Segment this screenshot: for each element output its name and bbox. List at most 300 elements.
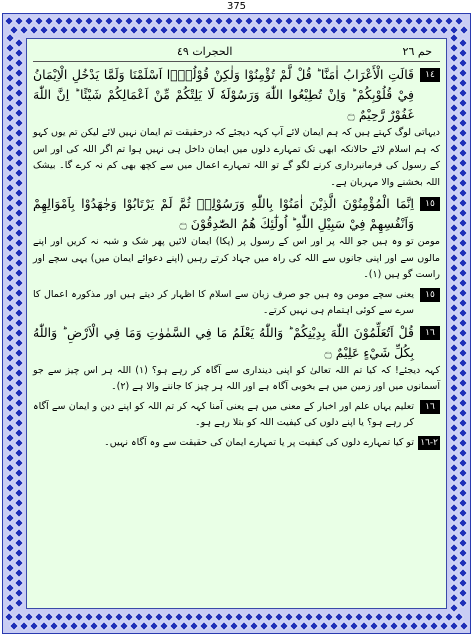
border-diamond (15, 209, 23, 217)
border-diamond (459, 169, 467, 177)
border-diamond (15, 149, 23, 157)
border-diamond (15, 489, 23, 497)
border-diamond (15, 129, 23, 137)
border-diamond (450, 174, 458, 182)
border-diamond (459, 499, 467, 507)
border-diamond (185, 613, 193, 621)
border-diamond (450, 394, 458, 402)
border-diamond (6, 424, 14, 432)
border-diamond (385, 17, 393, 25)
border-diamond (450, 314, 458, 322)
border-diamond (420, 26, 428, 34)
border-diamond (285, 17, 293, 25)
border-diamond (235, 613, 243, 621)
border-diamond (375, 17, 383, 25)
border-diamond (459, 89, 467, 97)
border-diamond (459, 359, 467, 367)
border-diamond (15, 79, 23, 87)
border-diamond (425, 17, 433, 25)
border-diamond (459, 249, 467, 257)
border-diamond (6, 144, 14, 152)
border-diamond (115, 17, 123, 25)
border-diamond (459, 79, 467, 87)
header-rule (33, 61, 440, 62)
border-diamond (460, 622, 468, 630)
border-diamond (6, 554, 14, 562)
border-diamond (459, 519, 467, 527)
border-diamond (25, 613, 33, 621)
border-diamond (6, 364, 14, 372)
border-diamond (450, 374, 458, 382)
border-diamond (459, 369, 467, 377)
border-diamond (459, 139, 467, 147)
border-diamond (420, 622, 428, 630)
border-diamond (100, 622, 108, 630)
border-diamond (315, 613, 323, 621)
border-diamond (335, 613, 343, 621)
border-diamond (15, 289, 23, 297)
border-diamond (450, 204, 458, 212)
border-diamond (6, 544, 14, 552)
border-diamond (180, 26, 188, 34)
translation-14: دیہاتی لوگ کہتے ہیں کہ ہم ایمان لائے آپ کہہ دیجئے کہ درحقیقت تم ایمان نہیں لائے لیکن تم یوں کہو کہ ہم اسلام لائے حالانکہ ابھی تک تمہارے دلوں میں ایمان داخل ہی نہیں ہوا تم اگر اللہ کی اور اس کے رسول کی فرمانبرداری کرنے لگو گے تو اللہ تمہارے اعمال میں سے کچھ بھی کم نہ کرے گا۔ بیشک اللہ بخشنے والا مہربان ہے۔ (33, 127, 440, 188)
border-diamond (459, 129, 467, 137)
border-diamond (245, 17, 253, 25)
ayah-number-badge: ١٤ (420, 68, 440, 82)
border-diamond (300, 622, 308, 630)
border-diamond (6, 494, 14, 502)
border-diamond (6, 104, 14, 112)
border-diamond (245, 613, 253, 621)
border-diamond (70, 622, 78, 630)
border-diamond (300, 26, 308, 34)
border-diamond (230, 622, 238, 630)
border-diamond (6, 44, 14, 52)
border-diamond (6, 374, 14, 382)
border-diamond (450, 544, 458, 552)
border-diamond (459, 449, 467, 457)
border-diamond (330, 622, 338, 630)
border-diamond (430, 26, 438, 34)
border-diamond (459, 189, 467, 197)
border-diamond (450, 324, 458, 332)
border-diamond (445, 17, 453, 25)
border-diamond (50, 622, 58, 630)
footnote-16-2 (33, 435, 440, 452)
footnote-number-badge: ١٥ (420, 288, 440, 302)
page-content (33, 65, 440, 454)
page-panel (26, 38, 447, 609)
border-diamond (6, 164, 14, 172)
border-diamond (459, 529, 467, 537)
border-diamond (459, 439, 467, 447)
border-diamond (155, 17, 163, 25)
border-diamond (90, 26, 98, 34)
border-diamond (15, 589, 23, 597)
border-diamond (310, 622, 318, 630)
border-diamond (365, 613, 373, 621)
border-diamond (459, 579, 467, 587)
border-diamond (370, 26, 378, 34)
border-diamond (450, 384, 458, 392)
border-diamond (6, 304, 14, 312)
border-diamond (195, 613, 203, 621)
border-diamond (15, 459, 23, 467)
border-diamond (15, 339, 23, 347)
border-diamond (10, 622, 18, 630)
footnote-16-1 (33, 399, 440, 432)
border-diamond (400, 622, 408, 630)
border-diamond (60, 622, 68, 630)
border-diamond (6, 174, 14, 182)
border-diamond (6, 384, 14, 392)
border-diamond (220, 622, 228, 630)
border-diamond (450, 534, 458, 542)
border-diamond (450, 434, 458, 442)
border-diamond (130, 26, 138, 34)
border-diamond (235, 17, 243, 25)
border-diamond (380, 26, 388, 34)
border-diamond (450, 224, 458, 232)
border-diamond (6, 354, 14, 362)
border-diamond (145, 613, 153, 621)
footnote-text: یعنی سچے مومن وہ ہیں جو صرف زبان سے اسلام کا اظہار کر دیتے ہیں اور مذکورہ اعمال کا سرے سے کوئی اہتمام ہی نہیں کرتے۔ (33, 288, 414, 316)
border-diamond (110, 26, 118, 34)
border-diamond (270, 26, 278, 34)
border-diamond (6, 324, 14, 332)
border-diamond (6, 404, 14, 412)
border-diamond (459, 159, 467, 167)
border-diamond (459, 459, 467, 467)
border-diamond (255, 613, 263, 621)
border-diamond (395, 17, 403, 25)
border-diamond (15, 469, 23, 477)
border-diamond (180, 622, 188, 630)
border-diamond (6, 534, 14, 542)
border-diamond (5, 613, 13, 621)
border-diamond (40, 26, 48, 34)
border-diamond (450, 484, 458, 492)
translation-16: کہہ دیجئے! کہ کیا تم اللہ تعالیٰ کو اپنی دینداری سے آگاہ کر رہے ہو؟ (١) اللہ ہر اس چیز سے جو آسمانوں میں اور زمین میں ہے بخوبی آگاہ ہے اور اللہ ہر چیز کا جاننے والا ہے (٢)۔ (33, 364, 440, 392)
border-diamond (185, 17, 193, 25)
border-diamond (380, 622, 388, 630)
border-diamond (6, 314, 14, 322)
border-diamond (310, 26, 318, 34)
border-diamond (85, 613, 93, 621)
border-diamond (6, 344, 14, 352)
footnote-text: تعلیم یہاں علم اور اخبار کے معنی میں ہے یعنی آمنا کہہ کر تم اللہ کو اپنے دین و ایمان سے آگاہ کر رہے ہو؟ یا اپنے دلوں کی کیفیت اللہ کو بتلا رہے ہو۔ (33, 400, 414, 428)
translation-15: مومن تو وہ ہیں جو اللہ پر اور اس کے رسول پر (پکا) ایمان لائیں پھر شک و شبہ نہ کریں اور اپنے مالوں سے اور اپنی جانوں سے اللہ کی راہ میں جہاد کرتے رہیں (اپنے دعوائے ایمان میں) یہی سچے اور راست گو ہیں (١)۔ (33, 236, 440, 280)
border-diamond (210, 26, 218, 34)
border-diamond (15, 39, 23, 47)
border-diamond (85, 17, 93, 25)
border-diamond (15, 579, 23, 587)
border-diamond (375, 613, 383, 621)
border-diamond (450, 54, 458, 62)
border-diamond (430, 622, 438, 630)
border-diamond (6, 244, 14, 252)
border-diamond (459, 49, 467, 57)
border-diamond (459, 339, 467, 347)
border-diamond (459, 149, 467, 157)
border-diamond (75, 17, 83, 25)
border-diamond (459, 469, 467, 477)
border-diamond (190, 26, 198, 34)
border-diamond (450, 114, 458, 122)
border-diamond (195, 17, 203, 25)
border-diamond (6, 454, 14, 462)
border-diamond (425, 613, 433, 621)
border-diamond (450, 414, 458, 422)
border-diamond (15, 549, 23, 557)
border-diamond (15, 399, 23, 407)
border-diamond (450, 74, 458, 82)
border-diamond (459, 309, 467, 317)
border-diamond (455, 17, 463, 25)
border-diamond (90, 622, 98, 630)
border-diamond (450, 494, 458, 502)
border-diamond (260, 622, 268, 630)
border-diamond (440, 622, 448, 630)
border-diamond (459, 549, 467, 557)
border-diamond (459, 209, 467, 217)
border-diamond (440, 26, 448, 34)
border-diamond (140, 26, 148, 34)
border-diamond (340, 622, 348, 630)
border-diamond (320, 26, 328, 34)
border-diamond (150, 622, 158, 630)
border-diamond (15, 389, 23, 397)
border-diamond (155, 613, 163, 621)
border-diamond (285, 613, 293, 621)
border-diamond (459, 299, 467, 307)
border-diamond (15, 199, 23, 207)
border-diamond (35, 17, 43, 25)
border-diamond (55, 17, 63, 25)
border-diamond (15, 429, 23, 437)
border-diamond (50, 26, 58, 34)
border-diamond (335, 17, 343, 25)
border-diamond (6, 204, 14, 212)
border-diamond (405, 613, 413, 621)
border-diamond (225, 613, 233, 621)
border-diamond (6, 414, 14, 422)
border-diamond (415, 613, 423, 621)
ayah-text: قُلْ اَتُعَلِّمُوْنَ اللّٰهَ بِدِيْنِكُمْ ؕ وَاللّٰهُ يَعْلَمُ مَا فِي السَّمٰوٰتِ وَمَا فِي الْاَرْضِ ؕ وَاللّٰهُ بِكُلِّ شَيْءٍ عَلِيْمٌ ۝ (33, 324, 414, 360)
border-diamond (15, 569, 23, 577)
border-diamond (100, 26, 108, 34)
border-diamond (459, 199, 467, 207)
border-diamond (15, 269, 23, 277)
border-diamond (6, 334, 14, 342)
border-diamond (315, 17, 323, 25)
border-diamond (450, 594, 458, 602)
border-diamond (15, 279, 23, 287)
border-diamond (459, 119, 467, 127)
border-diamond (205, 17, 213, 25)
border-diamond (6, 564, 14, 572)
border-diamond (15, 49, 23, 57)
border-diamond (170, 622, 178, 630)
border-diamond (15, 119, 23, 127)
border-diamond (459, 109, 467, 117)
border-diamond (305, 17, 313, 25)
border-diamond (65, 17, 73, 25)
ayah-text: اِنَّمَا الْمُؤْمِنُوْنَ الَّذِيْنَ اٰمَنُوْا بِاللّٰهِ وَرَسُوْلِهٖ ثُمَّ لَمْ يَرْتَابُوْا وَجٰهَدُوْا بِاَمْوَالِهِمْ وَاَنْفُسِهِمْ فِيْ سَبِيْلِ اللّٰهِ ؕ اُولٰٓئِكَ هُمُ الصّٰدِقُوْنَ ۝ (33, 196, 414, 231)
border-diamond (135, 17, 143, 25)
border-diamond (450, 294, 458, 302)
border-diamond (390, 622, 398, 630)
ayah-number-badge: ١٦ (420, 326, 440, 340)
border-diamond (15, 329, 23, 337)
border-diamond (459, 269, 467, 277)
border-diamond (459, 179, 467, 187)
border-diamond (450, 344, 458, 352)
border-diamond (40, 622, 48, 630)
border-diamond (6, 524, 14, 532)
border-diamond (15, 259, 23, 267)
border-diamond (410, 26, 418, 34)
border-diamond (255, 17, 263, 25)
border-diamond (15, 219, 23, 227)
border-diamond (5, 17, 13, 25)
border-diamond (15, 239, 23, 247)
border-diamond (6, 34, 14, 42)
border-diamond (450, 554, 458, 562)
border-diamond (130, 622, 138, 630)
border-diamond (450, 444, 458, 452)
border-diamond (60, 26, 68, 34)
border-diamond (6, 594, 14, 602)
border-diamond (190, 622, 198, 630)
border-diamond (15, 499, 23, 507)
border-diamond (415, 17, 423, 25)
border-diamond (15, 169, 23, 177)
border-diamond (15, 359, 23, 367)
border-diamond (459, 329, 467, 337)
border-diamond (450, 354, 458, 362)
border-diamond (6, 484, 14, 492)
border-diamond (165, 17, 173, 25)
border-diamond (450, 574, 458, 582)
border-diamond (450, 164, 458, 172)
border-diamond (6, 574, 14, 582)
border-diamond (45, 613, 53, 621)
border-diamond (135, 613, 143, 621)
border-diamond (450, 604, 458, 612)
border-diamond (455, 613, 463, 621)
border-diamond (15, 179, 23, 187)
border-diamond (15, 249, 23, 257)
page-number: 375 (226, 1, 247, 12)
border-diamond (215, 613, 223, 621)
border-diamond (6, 94, 14, 102)
border-diamond (70, 26, 78, 34)
border-diamond (6, 84, 14, 92)
border-diamond (15, 559, 23, 567)
border-diamond (360, 26, 368, 34)
border-diamond (295, 17, 303, 25)
border-diamond (6, 124, 14, 132)
border-diamond (6, 604, 14, 612)
border-diamond (6, 264, 14, 272)
border-diamond (435, 17, 443, 25)
border-diamond (450, 584, 458, 592)
border-diamond (355, 613, 363, 621)
border-diamond (459, 349, 467, 357)
border-diamond (459, 59, 467, 67)
border-diamond (240, 26, 248, 34)
border-diamond (15, 519, 23, 527)
border-diamond (345, 17, 353, 25)
border-diamond (450, 334, 458, 342)
border-diamond (15, 439, 23, 447)
border-diamond (450, 194, 458, 202)
border-diamond (15, 449, 23, 457)
border-diamond (80, 26, 88, 34)
border-diamond (6, 584, 14, 592)
border-diamond (6, 194, 14, 202)
border-diamond (15, 599, 23, 607)
border-diamond (459, 379, 467, 387)
border-diamond (290, 26, 298, 34)
border-diamond (450, 234, 458, 242)
border-diamond (459, 259, 467, 267)
border-diamond (65, 613, 73, 621)
border-diamond (115, 613, 123, 621)
border-diamond (6, 254, 14, 262)
border-diamond (6, 474, 14, 482)
border-diamond (6, 74, 14, 82)
ornamental-border (2, 13, 471, 634)
border-diamond (30, 26, 38, 34)
border-diamond (459, 69, 467, 77)
border-diamond (450, 134, 458, 142)
border-diamond (20, 622, 28, 630)
border-diamond (450, 274, 458, 282)
border-diamond (450, 424, 458, 432)
surah-label: الحجرات ٤٩ (177, 45, 233, 58)
border-diamond (450, 504, 458, 512)
border-diamond (305, 613, 313, 621)
border-diamond (459, 479, 467, 487)
border-diamond (200, 26, 208, 34)
border-diamond (215, 17, 223, 25)
border-diamond (450, 564, 458, 572)
border-diamond (450, 144, 458, 152)
border-diamond (460, 26, 468, 34)
border-diamond (15, 419, 23, 427)
border-diamond (435, 613, 443, 621)
border-diamond (459, 319, 467, 327)
border-diamond (360, 622, 368, 630)
border-diamond (450, 214, 458, 222)
border-diamond (459, 589, 467, 597)
border-diamond (15, 189, 23, 197)
border-diamond (15, 109, 23, 117)
border-diamond (140, 622, 148, 630)
border-diamond (160, 26, 168, 34)
border-diamond (459, 509, 467, 517)
border-diamond (15, 509, 23, 517)
border-diamond (230, 26, 238, 34)
border-diamond (15, 613, 23, 621)
border-diamond (105, 613, 113, 621)
border-diamond (450, 454, 458, 462)
ayah-16 (33, 323, 440, 363)
border-diamond (160, 622, 168, 630)
footnote-number-badge: ١٦ (420, 400, 440, 414)
